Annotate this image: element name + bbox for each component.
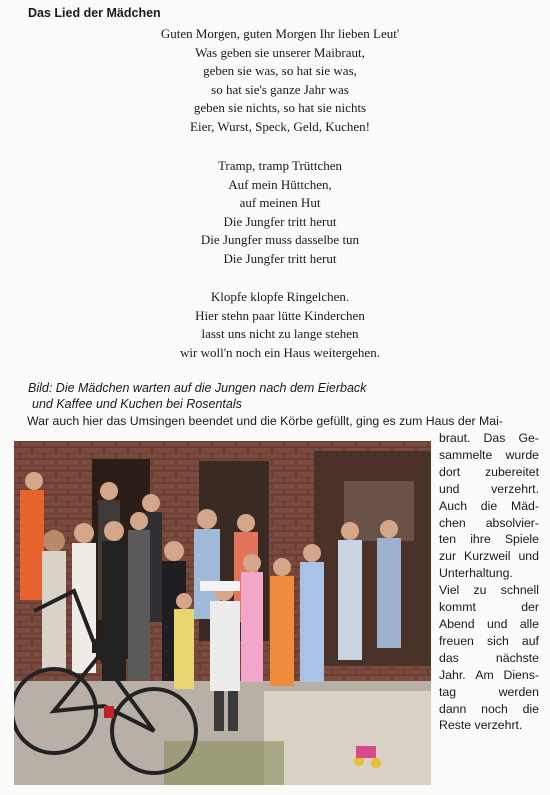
word: Unterhaltung. [439,566,513,581]
song-stanza-1 [90,25,470,137]
body-text-line [439,582,539,599]
verse-line: Guten Morgen, guten Morgen Ihr lieben Leut' [160,26,400,41]
body-text-line [439,667,539,684]
body-text-line [439,701,539,718]
verse-line: Hier stehn paar lütte Kinderchen [195,307,365,323]
word: Jahr. [439,667,466,682]
body-text-line [439,430,539,447]
body-text-line [439,548,539,565]
verse-line: Die Jungfer tritt herut [223,213,337,229]
body-text-line [439,633,539,650]
caption-line: Bild: Die Mädchen warten auf die Jungen nach dem Eierback [28,381,367,395]
word: Spiele [504,532,539,547]
word: Kurzweil [464,549,511,564]
word: wurde [505,447,539,462]
body-text-line [439,447,539,464]
word: Auch [439,498,468,513]
intro-paragraph-line: War auch hier das Umsingen beendet und die Körbe gefüllt, ging es zum Haus der Mai- [27,414,503,428]
body-text-line [439,481,539,498]
photo-caption [28,380,366,412]
word: braut. [439,431,471,445]
word: die [480,498,498,513]
caption-line: und Kaffee und Kuchen bei Rosentals [32,397,242,411]
body-text-line [439,650,539,667]
word: chen [439,515,466,530]
word: absolvier- [485,515,539,530]
body-text-line [439,498,539,515]
word: Mäd- [510,498,539,513]
verse-line: wir woll'n noch ein Haus weitergehen. [180,344,380,360]
word: sammelte [439,447,493,462]
word: der [521,600,539,615]
verse-line: Was geben sie unserer Maibraut, [195,44,365,60]
verse-line: geben sie nichts, so hat sie nichts [193,100,367,116]
word: kommt [439,600,476,615]
word: ihre [470,532,491,547]
verse-line: Klopfe klopfe Ringelchen. [210,289,350,304]
word: Diens- [503,667,539,682]
word: nächste [495,650,539,665]
word: freuen [439,633,474,648]
body-text-line [439,531,539,548]
word: und [439,481,460,496]
page-title: Das Lied der Mädchen [28,6,161,20]
verse-line: Die Jungfer muss dasselbe tun [200,232,360,248]
word: dort [439,464,461,479]
word: die [522,701,539,716]
word: zur [439,549,457,564]
verse-line: Die Jungfer tritt herut [223,250,337,266]
word: verzehrt. [474,718,523,733]
word: Viel [439,583,460,598]
body-text-line [439,464,539,481]
verse-line: auf meinen Hut [239,195,321,211]
word: und [486,616,508,631]
word: zubereitet [484,464,539,479]
verse-line: Tramp, tramp Trüttchen [217,158,343,173]
word: Abend [439,616,475,631]
word: Das [483,431,506,445]
body-text-line [439,616,539,633]
word: werden [498,684,539,699]
body-text-line [439,515,539,532]
verse-line: Eier, Wurst, Speck, Geld, Kuchen! [190,118,370,134]
word: noch [481,701,508,716]
verse-line: so hat sie's ganze Jahr was [211,81,349,97]
word: sich [486,633,509,648]
word: alle [519,616,539,631]
song-stanza-2 [90,157,470,269]
verse-line: geben sie was, so hat sie was, [203,63,357,79]
word: tag [439,684,457,699]
body-text-line [439,599,539,616]
word: dann [439,701,467,716]
word: zu [473,583,487,598]
word: und [518,549,539,564]
body-text-line [439,565,539,582]
word: verzehrt. [491,481,539,496]
word: schnell [500,583,539,598]
body-text-line [439,717,539,734]
word: Am [475,667,494,682]
word: auf [521,633,539,648]
word: das [439,650,459,665]
group-photo [14,441,431,785]
body-text-column [439,430,539,734]
body-text-line [439,684,539,701]
word: Reste [439,718,472,733]
song-stanza-3 [90,288,470,362]
word: Ge- [518,431,539,445]
verse-line: Auf mein Hüttchen, [228,176,332,192]
word: ten [439,532,457,547]
verse-line: lasst uns nicht zu lange stehen [201,326,359,342]
